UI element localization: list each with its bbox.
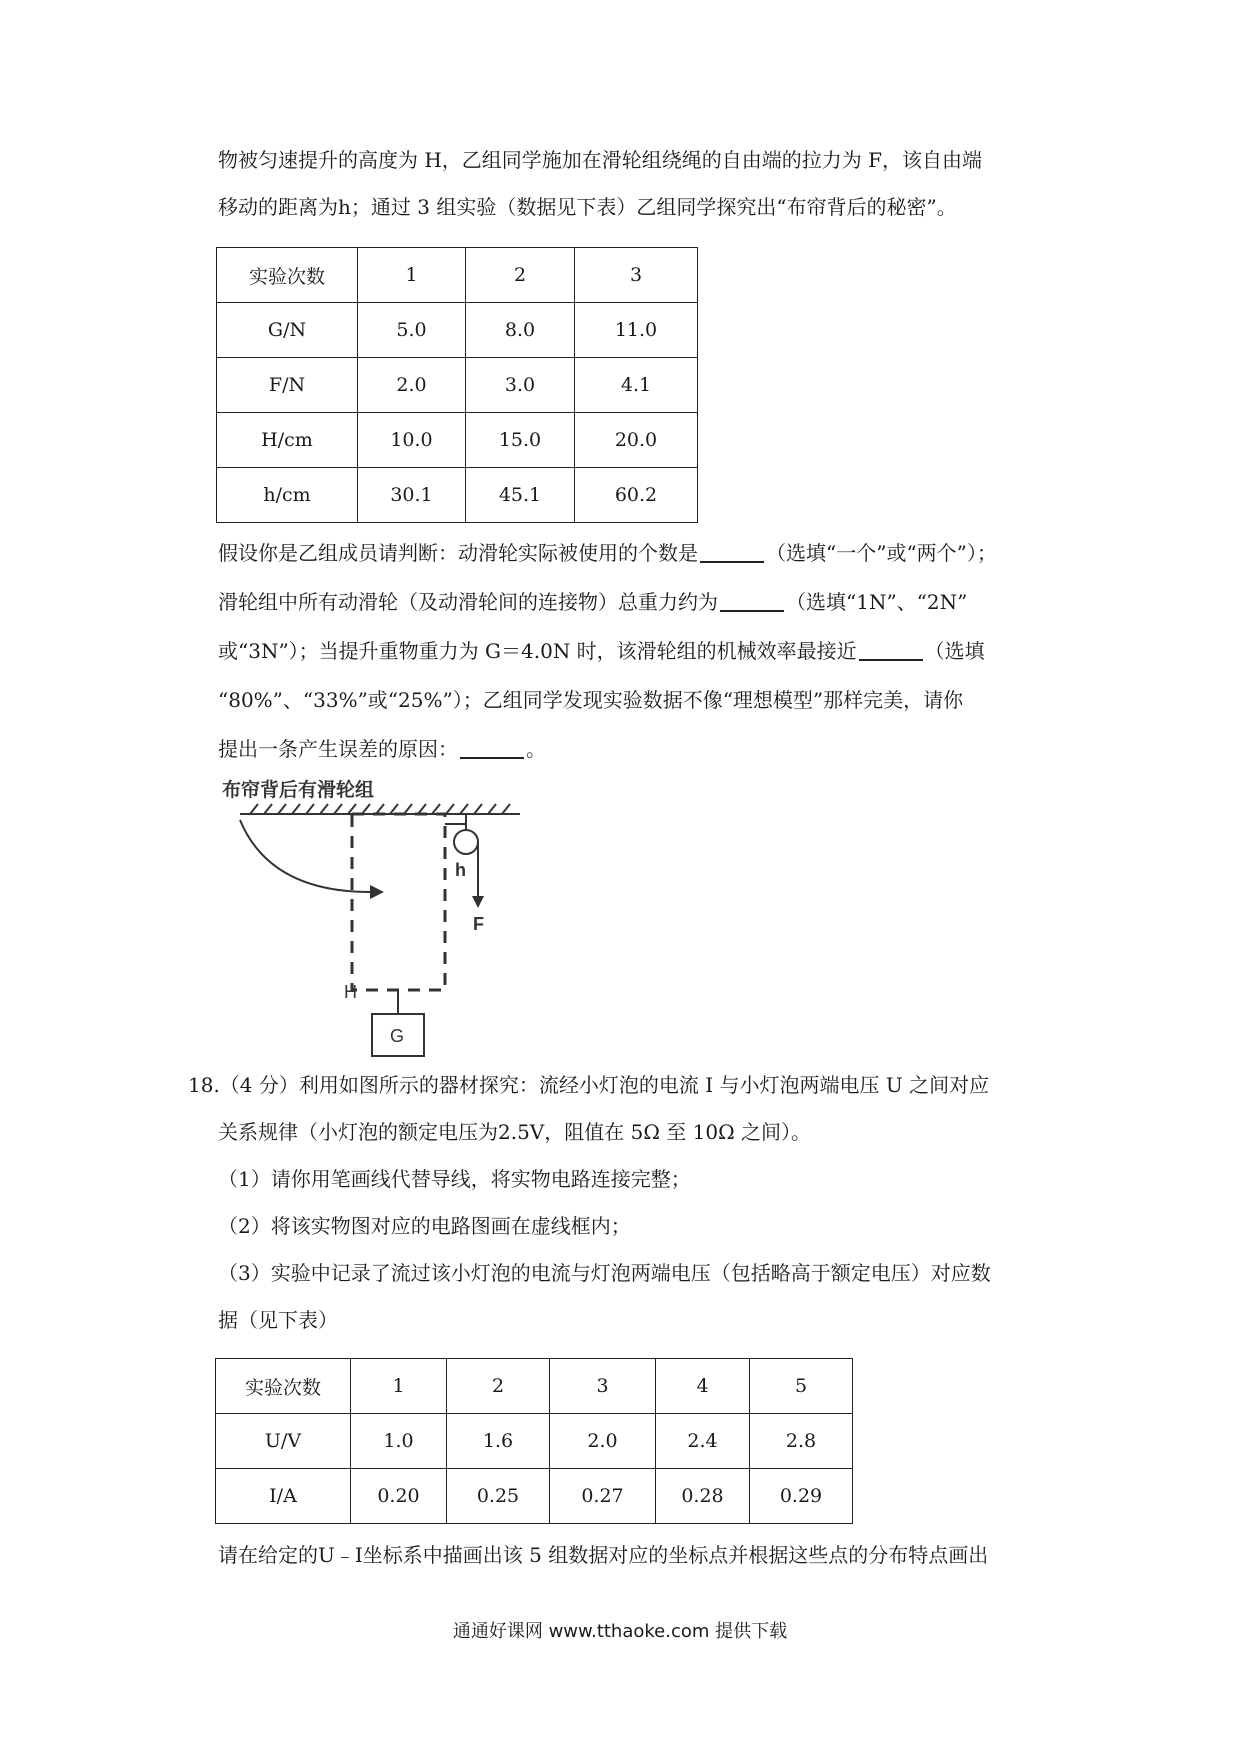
question-text: 或“3N”）；当提升重物重力为 G＝4.0N 时，该滑轮组的机械效率最接近 — [218, 639, 857, 663]
arrow-head — [370, 885, 384, 899]
table-cell: 20.0 — [575, 413, 698, 468]
lamp-data-table — [215, 1358, 853, 1524]
table-cell: 0.20 — [351, 1469, 447, 1524]
table-cell: U/V — [216, 1414, 351, 1469]
subquestion-3-line-1: （3）实验中记录了流过该小灯泡的电流与灯泡两端电压（包括略高于额定电压）对应数 — [218, 1261, 991, 1285]
table-cell: 1 — [351, 1359, 447, 1414]
label-H: H — [344, 982, 357, 1002]
table-cell: H/cm — [217, 413, 358, 468]
answer-blank[interactable] — [720, 590, 784, 612]
table-cell: 0.27 — [550, 1469, 656, 1524]
question-text: （选填“1N”、“2N” — [786, 590, 968, 614]
table-cell: 3.0 — [466, 358, 575, 413]
table-cell: h/cm — [217, 468, 358, 523]
paragraph-line-2: 移动的距离为h；通过 3 组实验（数据见下表）乙组同学探究出“布帘背后的秘密”。 — [218, 195, 957, 219]
table-cell: 0.25 — [447, 1469, 550, 1524]
subquestion-3-line-2: 据（见下表） — [218, 1308, 338, 1332]
table-cell: 10.0 — [358, 413, 466, 468]
table-cell: 1.0 — [351, 1414, 447, 1469]
table-cell: 0.28 — [656, 1469, 750, 1524]
question-18-line-1: 18.（4 分）利用如图所示的器材探究：流经小灯泡的电流 I 与小灯泡两端电压 U 之间对应 — [188, 1073, 990, 1097]
question-text: 滑轮组中所有动滑轮（及动滑轮间的连接物）总重力约为 — [218, 590, 718, 614]
table-row — [216, 1359, 853, 1414]
question-text: 提出一条产生误差的原因： — [218, 737, 458, 761]
question-line-5 — [218, 735, 546, 763]
answer-blank[interactable] — [460, 737, 524, 759]
subquestion-2: （2）将该实物图对应的电路图画在虚线框内； — [218, 1214, 631, 1238]
question-text: 假设你是乙组成员请判断：动滑轮实际被使用的个数是 — [218, 541, 698, 565]
label-F: F — [473, 914, 484, 934]
fixed-pulley — [454, 830, 478, 854]
table-cell: 15.0 — [466, 413, 575, 468]
table-cell: 2.4 — [656, 1414, 750, 1469]
question-text: 。 — [526, 737, 546, 761]
table-row — [216, 1414, 853, 1469]
table-cell: F/N — [217, 358, 358, 413]
question-line-2 — [218, 588, 967, 616]
table-cell: G/N — [217, 303, 358, 358]
table-cell: 2.8 — [750, 1414, 853, 1469]
table-cell: 2 — [466, 248, 575, 303]
table-cell: 5 — [750, 1359, 853, 1414]
table-cell: 5.0 — [358, 303, 466, 358]
question-line-1 — [218, 539, 997, 567]
table-cell: 4 — [656, 1359, 750, 1414]
table-cell: I/A — [216, 1469, 351, 1524]
paragraph-line-1: 物被匀速提升的高度为 H，乙组同学施加在滑轮组绕绳的自由端的拉力为 F，该自由端 — [218, 148, 983, 172]
subquestion-1: （1）请你用笔画线代替导线，将实物电路连接完整； — [218, 1167, 691, 1191]
curtain-box — [352, 814, 445, 990]
table-cell: 1.6 — [447, 1414, 550, 1469]
answer-blank[interactable] — [700, 541, 764, 563]
table-cell: 60.2 — [575, 468, 698, 523]
table-row — [217, 303, 698, 358]
table-cell: 45.1 — [466, 468, 575, 523]
pulley-data-table — [216, 247, 698, 523]
question-line-4: “80%”、“33%”或“25%”）；乙组同学发现实验数据不像“理想模型”那样完美，请你 — [218, 688, 964, 712]
final-instruction: 请在给定的U﹣I坐标系中描画出该 5 组数据对应的坐标点并根据这些点的分布特点画出 — [218, 1543, 989, 1567]
table-row — [217, 413, 698, 468]
force-arrow-head — [472, 896, 484, 908]
label-G: G — [390, 1026, 405, 1046]
table-cell: 0.29 — [750, 1469, 853, 1524]
table-row — [216, 1469, 853, 1524]
table-cell: 11.0 — [575, 303, 698, 358]
table-cell: 2.0 — [550, 1414, 656, 1469]
table-cell: 3 — [575, 248, 698, 303]
figure-caption: 布帘背后有滑轮组 — [222, 780, 375, 801]
question-text: （选填 — [924, 639, 985, 663]
question-line-3 — [218, 637, 985, 665]
table-cell: 8.0 — [466, 303, 575, 358]
answer-blank[interactable] — [859, 639, 923, 661]
table-cell: 1 — [358, 248, 466, 303]
pulley-figure — [220, 772, 540, 1062]
page-footer: 通通好课网 www.tthaoke.com 提供下载 — [452, 1621, 788, 1642]
label-h: h — [455, 860, 466, 880]
table-cell: 30.1 — [358, 468, 466, 523]
question-text: （选填“一个”或“两个”）； — [766, 541, 997, 565]
table-row — [217, 248, 698, 303]
question-18-line-2: 关系规律（小灯泡的额定电压为2.5V，阻值在 5Ω 至 10Ω 之间）。 — [218, 1120, 812, 1144]
table-cell: 2.0 — [358, 358, 466, 413]
table-cell: 实验次数 — [216, 1359, 351, 1414]
table-row — [217, 468, 698, 523]
table-cell: 2 — [447, 1359, 550, 1414]
table-cell: 4.1 — [575, 358, 698, 413]
table-cell: 3 — [550, 1359, 656, 1414]
table-cell: 实验次数 — [217, 248, 358, 303]
table-row — [217, 358, 698, 413]
